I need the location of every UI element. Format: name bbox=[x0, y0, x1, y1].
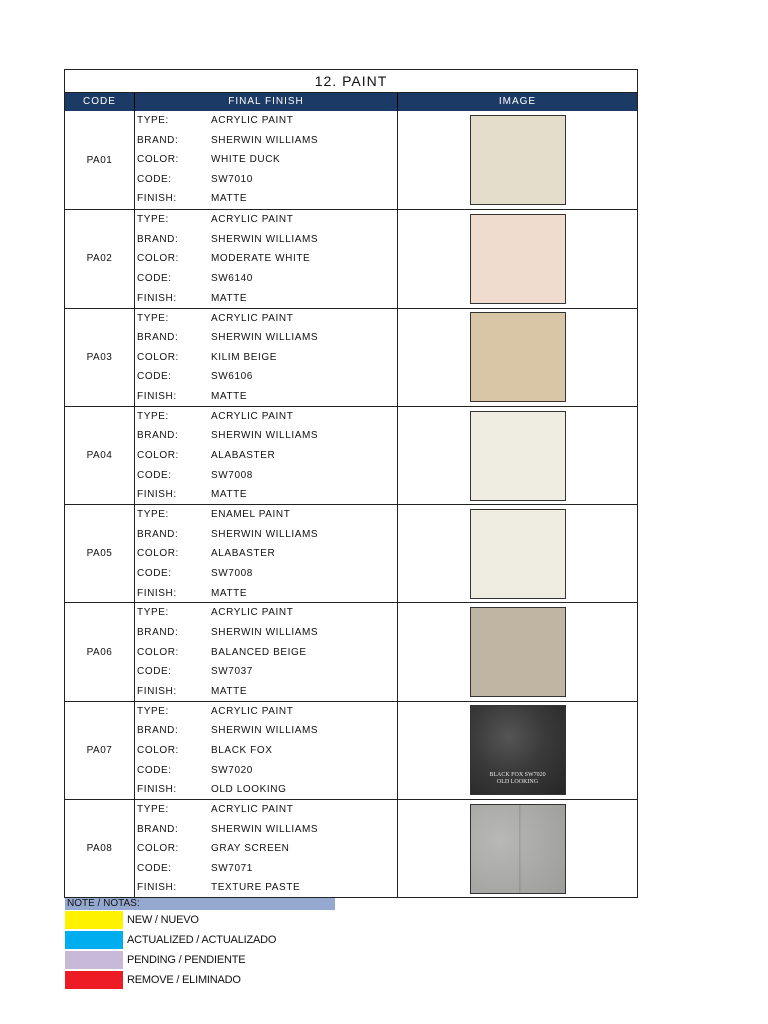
spec-line bbox=[135, 387, 397, 407]
spec-line bbox=[135, 269, 397, 289]
spec-value: KILIM BEIGE bbox=[211, 351, 278, 363]
legend bbox=[65, 898, 335, 990]
spec-value: ACRYLIC PAINT bbox=[211, 214, 294, 226]
spec-value: ENAMEL PAINT bbox=[211, 509, 291, 521]
spec-line bbox=[135, 170, 397, 190]
final-finish-cell bbox=[135, 309, 398, 406]
spec-label: FINISH: bbox=[137, 784, 177, 796]
spec-value: SHERWIN WILLIAMS bbox=[211, 430, 319, 442]
row-code: PA08 bbox=[65, 800, 135, 897]
header-final-finish: FINAL FINISH bbox=[135, 93, 398, 111]
spec-line bbox=[135, 210, 397, 230]
spec-value: SW7071 bbox=[211, 862, 253, 874]
spec-value: SHERWIN WILLIAMS bbox=[211, 528, 319, 540]
swatch-caption-line: OLD LOOKING bbox=[496, 779, 539, 786]
spec-label: BRAND: bbox=[137, 823, 179, 835]
spec-value: MATTE bbox=[211, 390, 248, 402]
spec-label: BRAND: bbox=[137, 627, 179, 639]
spec-value: BLACK FOX bbox=[211, 744, 273, 756]
final-finish-cell bbox=[135, 210, 398, 307]
image-cell bbox=[398, 309, 637, 406]
table-row bbox=[65, 209, 637, 307]
spec-value: SHERWIN WILLIAMS bbox=[211, 823, 319, 835]
spec-label: BRAND: bbox=[137, 725, 179, 737]
table-row bbox=[65, 701, 637, 799]
final-finish-cell bbox=[135, 702, 398, 799]
spec-line bbox=[135, 800, 397, 820]
spec-line bbox=[135, 189, 397, 209]
legend-label: ACTUALIZED / ACTUALIZADO bbox=[127, 934, 277, 946]
spec-label: BRAND: bbox=[137, 430, 179, 442]
swatch-caption bbox=[471, 772, 565, 786]
table-row bbox=[65, 308, 637, 406]
spec-label: CODE: bbox=[137, 567, 172, 579]
spec-line bbox=[135, 741, 397, 761]
spec-line bbox=[135, 721, 397, 741]
row-code: PA01 bbox=[65, 111, 135, 209]
spec-label: TYPE: bbox=[137, 607, 169, 619]
image-cell bbox=[398, 407, 637, 504]
spec-value: SW7010 bbox=[211, 173, 253, 185]
spec-value: ACRYLIC PAINT bbox=[211, 705, 294, 717]
image-cell bbox=[398, 111, 637, 209]
row-code: PA04 bbox=[65, 407, 135, 504]
color-swatch bbox=[470, 115, 566, 205]
spec-line bbox=[135, 230, 397, 250]
spec-value: SHERWIN WILLIAMS bbox=[211, 627, 319, 639]
spec-value: MATTE bbox=[211, 587, 248, 599]
spec-line bbox=[135, 525, 397, 545]
spec-label: CODE: bbox=[137, 469, 172, 481]
spec-value: ACRYLIC PAINT bbox=[211, 312, 294, 324]
spec-label: TYPE: bbox=[137, 509, 169, 521]
spec-value: ACRYLIC PAINT bbox=[211, 607, 294, 619]
spec-value: TEXTURE PASTE bbox=[211, 882, 301, 894]
spec-label: FINISH: bbox=[137, 489, 177, 501]
spec-value: ACRYLIC PAINT bbox=[211, 804, 294, 816]
spec-value: ACRYLIC PAINT bbox=[211, 410, 294, 422]
color-swatch bbox=[470, 509, 566, 599]
spec-line bbox=[135, 348, 397, 368]
paint-schedule-table bbox=[64, 69, 638, 898]
spec-label: COLOR: bbox=[137, 744, 179, 756]
legend-item bbox=[65, 970, 335, 990]
legend-title: NOTE / NOTAS: bbox=[65, 898, 335, 910]
spec-line bbox=[135, 878, 397, 898]
spec-value: MATTE bbox=[211, 193, 248, 205]
final-finish-cell bbox=[135, 603, 398, 700]
spec-line bbox=[135, 367, 397, 387]
image-cell bbox=[398, 702, 637, 799]
spec-value: OLD LOOKING bbox=[211, 784, 287, 796]
spec-line bbox=[135, 643, 397, 663]
spec-label: BRAND: bbox=[137, 134, 179, 146]
table-body bbox=[65, 111, 637, 897]
spec-value: ALABASTER bbox=[211, 450, 276, 462]
spec-line bbox=[135, 466, 397, 486]
spec-label: COLOR: bbox=[137, 351, 179, 363]
color-swatch bbox=[470, 705, 566, 795]
spec-line bbox=[135, 544, 397, 564]
spec-label: COLOR: bbox=[137, 843, 179, 855]
spec-line bbox=[135, 623, 397, 643]
row-code: PA02 bbox=[65, 210, 135, 307]
spec-label: COLOR: bbox=[137, 646, 179, 658]
spec-line bbox=[135, 426, 397, 446]
spec-line bbox=[135, 505, 397, 525]
spec-label: BRAND: bbox=[137, 528, 179, 540]
row-code: PA03 bbox=[65, 309, 135, 406]
color-swatch bbox=[470, 607, 566, 697]
legend-items bbox=[65, 910, 335, 990]
spec-line bbox=[135, 289, 397, 309]
spec-label: CODE: bbox=[137, 862, 172, 874]
final-finish-cell bbox=[135, 407, 398, 504]
table-row bbox=[65, 504, 637, 602]
final-finish-cell bbox=[135, 111, 398, 209]
spec-line bbox=[135, 328, 397, 348]
header-code: CODE bbox=[65, 93, 135, 111]
swatch-caption-line: BLACK FOX SW7020 bbox=[489, 772, 546, 779]
image-cell bbox=[398, 505, 637, 602]
spec-label: CODE: bbox=[137, 273, 172, 285]
spec-label: FINISH: bbox=[137, 882, 177, 894]
spec-line bbox=[135, 150, 397, 170]
spec-label: FINISH: bbox=[137, 587, 177, 599]
spec-value: SW6140 bbox=[211, 273, 253, 285]
legend-item bbox=[65, 910, 335, 930]
legend-color-swatch bbox=[65, 951, 123, 969]
spec-label: CODE: bbox=[137, 371, 172, 383]
color-swatch bbox=[470, 411, 566, 501]
image-cell bbox=[398, 210, 637, 307]
spec-line bbox=[135, 564, 397, 584]
row-code: PA05 bbox=[65, 505, 135, 602]
spec-label: COLOR: bbox=[137, 450, 179, 462]
table-row bbox=[65, 799, 637, 897]
spec-value: SW7008 bbox=[211, 567, 253, 579]
image-cell bbox=[398, 603, 637, 700]
image-cell bbox=[398, 800, 637, 897]
spec-label: BRAND: bbox=[137, 233, 179, 245]
table-header bbox=[65, 93, 637, 111]
legend-color-swatch bbox=[65, 971, 123, 989]
spec-label: FINISH: bbox=[137, 685, 177, 697]
spec-line bbox=[135, 820, 397, 840]
spec-line bbox=[135, 309, 397, 329]
spec-line bbox=[135, 584, 397, 604]
row-code: PA07 bbox=[65, 702, 135, 799]
spec-label: FINISH: bbox=[137, 390, 177, 402]
spec-value: MATTE bbox=[211, 292, 248, 304]
spec-line bbox=[135, 249, 397, 269]
spec-label: FINISH: bbox=[137, 292, 177, 304]
spec-value: MODERATE WHITE bbox=[211, 253, 311, 265]
spec-line bbox=[135, 702, 397, 722]
spec-label: CODE: bbox=[137, 173, 172, 185]
spec-line bbox=[135, 682, 397, 702]
color-swatch bbox=[470, 312, 566, 402]
spec-line bbox=[135, 780, 397, 800]
table-row bbox=[65, 406, 637, 504]
spec-line bbox=[135, 407, 397, 427]
legend-label: PENDING / PENDIENTE bbox=[127, 954, 246, 966]
spec-label: BRAND: bbox=[137, 332, 179, 344]
legend-label: NEW / NUEVO bbox=[127, 914, 199, 926]
final-finish-cell bbox=[135, 800, 398, 897]
spec-label: TYPE: bbox=[137, 804, 169, 816]
color-swatch bbox=[470, 214, 566, 304]
spec-label: FINISH: bbox=[137, 193, 177, 205]
spec-value: SHERWIN WILLIAMS bbox=[211, 332, 319, 344]
spec-line bbox=[135, 662, 397, 682]
spec-label: COLOR: bbox=[137, 548, 179, 560]
spec-value: ALABASTER bbox=[211, 548, 276, 560]
table-row bbox=[65, 111, 637, 209]
legend-label: REMOVE / ELIMINADO bbox=[127, 974, 241, 986]
spec-label: TYPE: bbox=[137, 705, 169, 717]
spec-line bbox=[135, 131, 397, 151]
spec-line bbox=[135, 485, 397, 505]
spec-label: COLOR: bbox=[137, 253, 179, 265]
legend-color-swatch bbox=[65, 911, 123, 929]
spec-label: TYPE: bbox=[137, 312, 169, 324]
spec-value: SW6106 bbox=[211, 371, 253, 383]
spec-line bbox=[135, 603, 397, 623]
spec-label: CODE: bbox=[137, 666, 172, 678]
legend-color-swatch bbox=[65, 931, 123, 949]
legend-item bbox=[65, 930, 335, 950]
row-code: PA06 bbox=[65, 603, 135, 700]
spec-line bbox=[135, 859, 397, 879]
spec-line bbox=[135, 839, 397, 859]
section-title: 12. PAINT bbox=[65, 70, 637, 93]
final-finish-cell bbox=[135, 505, 398, 602]
spec-line bbox=[135, 761, 397, 781]
spec-value: GRAY SCREEN bbox=[211, 843, 290, 855]
spec-line bbox=[135, 111, 397, 131]
spec-line bbox=[135, 446, 397, 466]
spec-label: TYPE: bbox=[137, 115, 169, 126]
spec-label: TYPE: bbox=[137, 214, 169, 226]
spec-label: TYPE: bbox=[137, 410, 169, 422]
spec-value: WHITE DUCK bbox=[211, 154, 281, 166]
spec-value: SHERWIN WILLIAMS bbox=[211, 233, 319, 245]
spec-value: SW7008 bbox=[211, 469, 253, 481]
spec-value: BALANCED BEIGE bbox=[211, 646, 307, 658]
spec-value: ACRYLIC PAINT bbox=[211, 115, 294, 126]
spec-value: MATTE bbox=[211, 489, 248, 501]
spec-value: MATTE bbox=[211, 685, 248, 697]
table-row bbox=[65, 602, 637, 700]
color-swatch bbox=[470, 804, 566, 894]
spec-value: SW7020 bbox=[211, 764, 253, 776]
legend-item bbox=[65, 950, 335, 970]
spec-label: CODE: bbox=[137, 764, 172, 776]
spec-value: SHERWIN WILLIAMS bbox=[211, 725, 319, 737]
header-image: IMAGE bbox=[498, 96, 537, 107]
spec-label: COLOR: bbox=[137, 154, 179, 166]
spec-value: SHERWIN WILLIAMS bbox=[211, 134, 319, 146]
spec-value: SW7037 bbox=[211, 666, 253, 678]
